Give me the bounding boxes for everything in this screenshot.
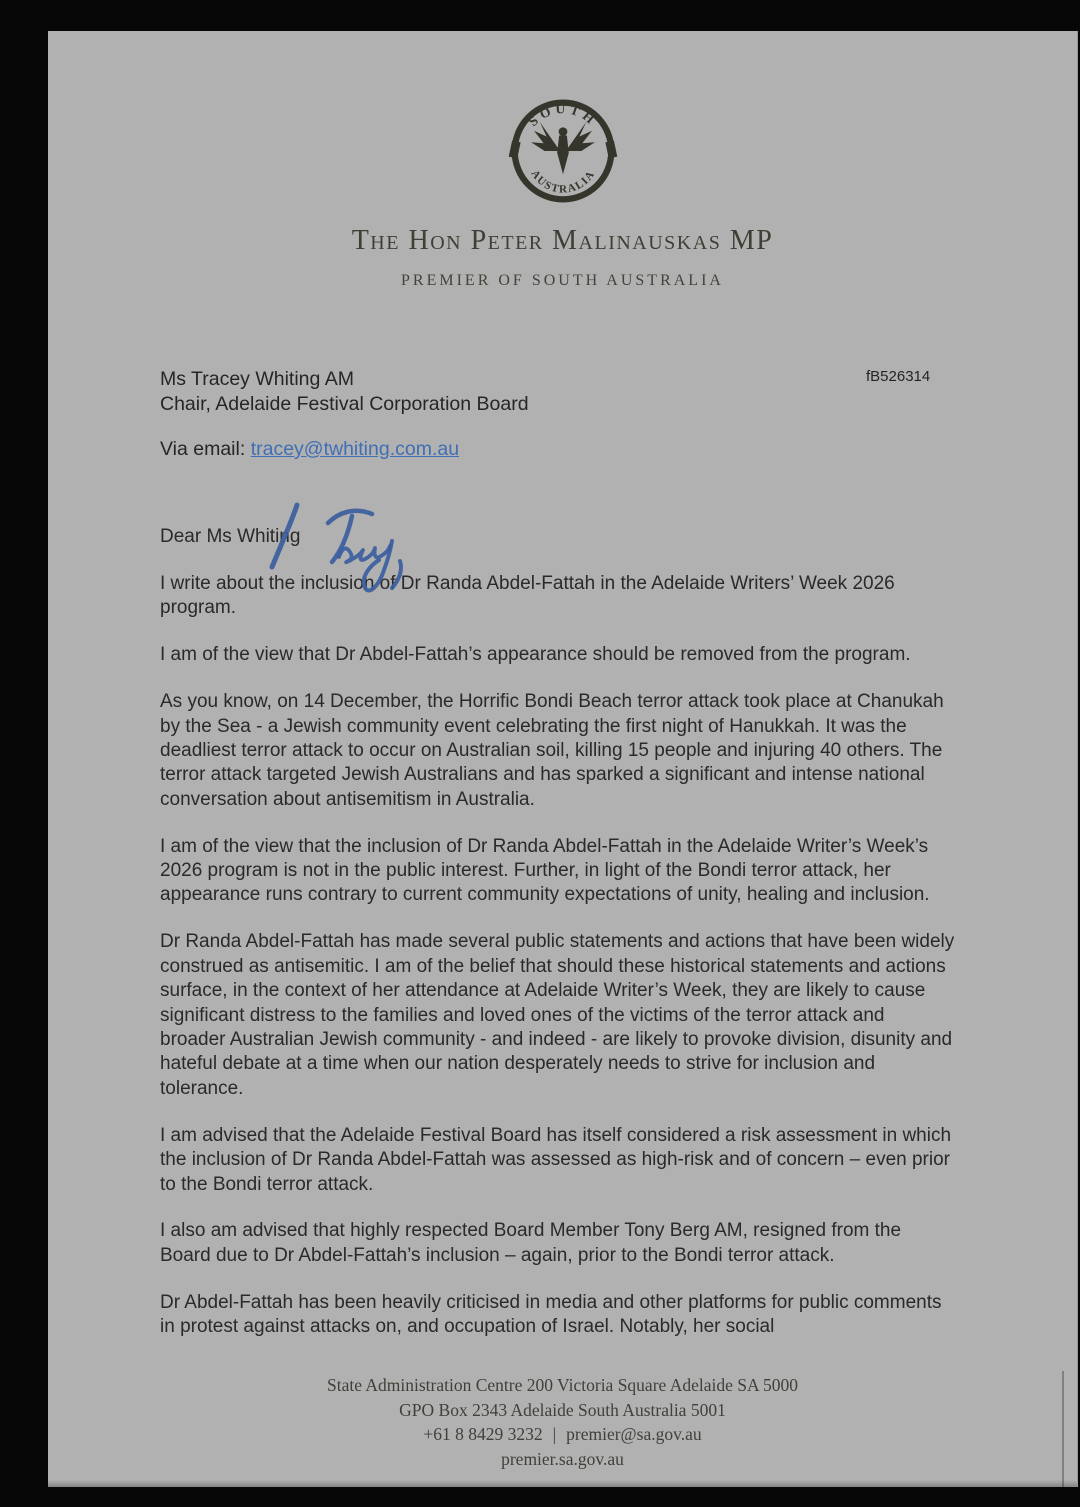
scan-artifact-line bbox=[1062, 1371, 1064, 1487]
footer-address-line2: GPO Box 2343 Adelaide South Australia 5001 bbox=[399, 1399, 726, 1420]
recipient-name: Ms Tracey Whiting AM bbox=[160, 368, 354, 390]
south-australia-seal bbox=[505, 93, 621, 209]
letter-paragraph: I also am advised that highly respected Board Member Tony Berg AM, resigned from the Board due to Dr Abdel-Fattah’s inclusion – again, prior to the Bondi terror attack. bbox=[160, 1220, 902, 1266]
letterhead-name: The Hon Peter Malinauskas MP bbox=[351, 225, 774, 256]
footer-address-line1: State Administration Centre 200 Victoria Square Adelaide SA 5000 bbox=[326, 1375, 799, 1395]
reference-number: fB526314 bbox=[866, 368, 931, 385]
scan-bottom-shade bbox=[48, 1480, 1077, 1487]
piping-shrike-icon bbox=[531, 122, 595, 174]
letter-footer bbox=[48, 1373, 1077, 1471]
letter-paragraph: Dr Abdel-Fattah has been heavily criticised in media and other platforms for public comments in protest against attacks on, and occupation of Israel. Notably, her social bbox=[160, 1291, 942, 1338]
seal-left-tab bbox=[509, 141, 521, 159]
seal-top-text: SOUTH bbox=[525, 101, 601, 130]
letter-paragraph: As you know, on 14 December, the Horrific Bondi Beach terror attack took place at Chanukah by the Sea - a Jewish community event celebrating the first night of Hanukkah. It was the deadliest terror attack to occur on Australian soil, killing 15 people and injuring 40 others. The terror attack targeted Jewish Australians and has sparked a significant and intense national conversation about antisemitism in Australia. bbox=[160, 691, 944, 810]
footer-contact-line bbox=[48, 1422, 1077, 1447]
letter-body bbox=[160, 525, 955, 1362]
recipient-block bbox=[160, 367, 529, 417]
footer-email: premier@sa.gov.au bbox=[566, 1424, 702, 1444]
seal-right-tab bbox=[605, 141, 617, 159]
recipient-email-link[interactable]: tracey@twhiting.com.au bbox=[250, 438, 460, 460]
salutation: Dear Ms Whiting bbox=[160, 526, 301, 547]
letter-paragraph: I am of the view that Dr Abdel-Fattah’s appearance should be removed from the program. bbox=[160, 644, 911, 666]
letter-page bbox=[48, 31, 1078, 1487]
letterhead-title: PREMIER OF SOUTH AUSTRALIA bbox=[401, 272, 724, 289]
via-email-label: Via email: bbox=[160, 438, 251, 460]
letter-paragraph: I am of the view that the inclusion of Dr Randa Abdel-Fattah in the Adelaide Writer’s Week’s 2026 program is not in the public interest. Further, in light of the Bondi terror attack, her appearance runs contrary to current community expectations of unity, healing and inclusion. bbox=[160, 835, 930, 906]
via-email-line bbox=[160, 438, 459, 461]
letter-paragraph: Dr Randa Abdel-Fattah has made several public statements and actions that have been widely construed as antisemitic. I am of the belief that should these historical statements and actions surface, in the context of her attendance at Adelaide Writer’s Week, they are likely to cause significant distress to the families and loved ones of the victims of the terror attack and broader Australian Jewish community - and indeed - are likely to provoke division, disunity and hateful debate at a time when our nation desperately needs to strive for inclusion and tolerance. bbox=[160, 931, 955, 1099]
footer-separator: | bbox=[552, 1424, 557, 1444]
letter-paragraph: I write about the inclusion of Dr Randa Abdel-Fattah in the Adelaide Writers’ Week 2026 program. bbox=[160, 572, 895, 619]
footer-website: premier.sa.gov.au bbox=[501, 1448, 624, 1469]
letter-paragraph: I am advised that the Adelaide Festival Board has itself considered a risk assessment in which the inclusion of Dr Randa Abdel-Fattah was assessed as high-risk and of concern – even prior to the Bondi terror attack. bbox=[160, 1124, 952, 1195]
seal-bottom-text: AUSTRALIA bbox=[528, 168, 598, 196]
recipient-position: Chair, Adelaide Festival Corporation Board bbox=[160, 393, 529, 415]
footer-phone: +61 8 8429 3232 bbox=[423, 1424, 543, 1444]
